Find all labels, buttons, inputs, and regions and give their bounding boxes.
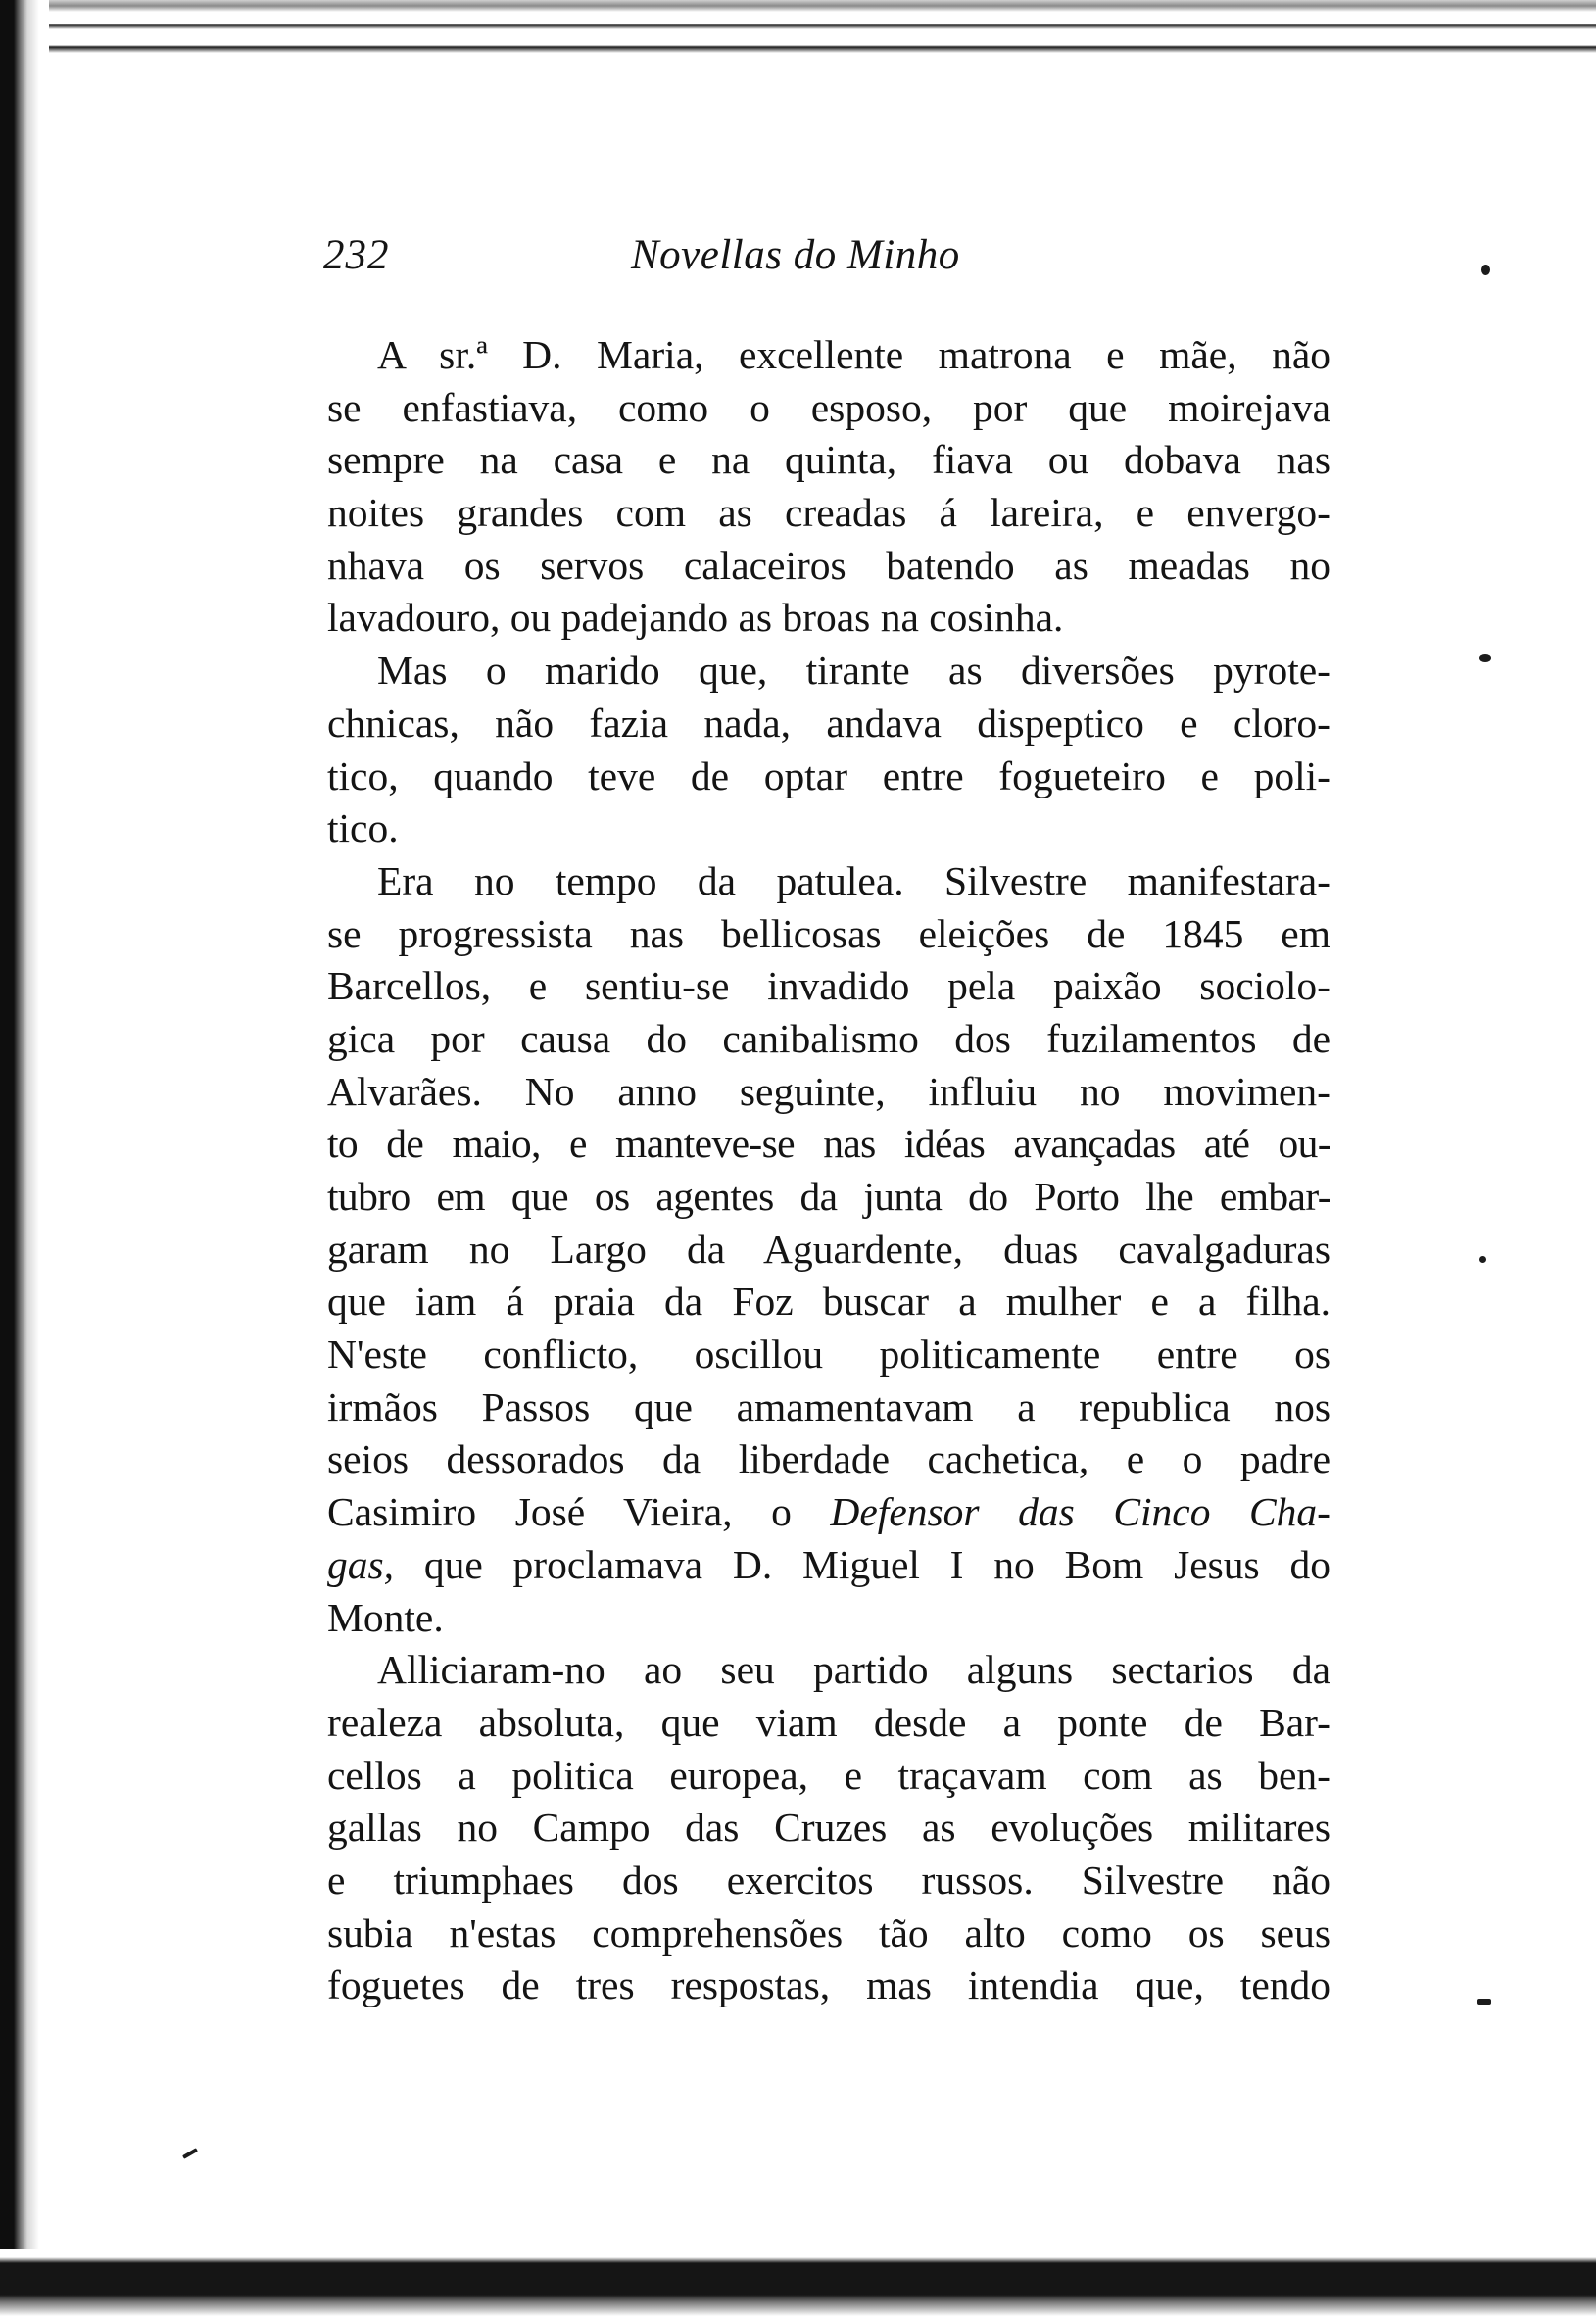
text-line: cellos a politica europea, e traçavam com as ben- xyxy=(327,1752,1330,1798)
paragraph xyxy=(327,1644,1330,2012)
scan-edge-left xyxy=(0,0,49,2321)
text-line: se enfastiava, como o esposo, por que moirejava xyxy=(327,384,1330,430)
text-line: to de maio, e manteve-se nas idéas avançadas até ou- xyxy=(327,1121,1330,1167)
scan-speck xyxy=(1477,1999,1491,2005)
text-line xyxy=(327,1539,1330,1592)
text-line: garam no Largo da Aguardente, duas cavalgaduras xyxy=(327,1226,1330,1272)
text-line: se progressista nas bellicosas eleições de 1845 em xyxy=(327,910,1330,956)
text-segment: Casimiro José Vieira, o xyxy=(327,1489,831,1535)
text-line: subia n'estas comprehensões tão alto como os seus xyxy=(327,1910,1330,1956)
text-line: chnicas, não fazia nada, andava dispeptico e cloro- xyxy=(327,700,1330,746)
text-line: foguetes de tres respostas, mas intendia que, tendo xyxy=(327,1962,1330,2008)
running-head xyxy=(323,231,1332,290)
page-number: 232 xyxy=(323,232,390,278)
text-line xyxy=(327,1486,1330,1539)
text-line: gica por causa do canibalismo dos fuzilamentos de xyxy=(327,1015,1330,1061)
text-line: nhava os servos calaceiros batendo as meadas no xyxy=(327,542,1330,588)
text-line: Era no tempo da patulea. Silvestre manifestara- xyxy=(377,857,1330,903)
scan-edge-top xyxy=(0,0,1596,57)
text-line: sempre na casa e na quinta, fiava ou dobava nas xyxy=(327,437,1330,483)
scan-speck xyxy=(182,2148,198,2158)
text-segment: que proclamava D. Miguel I no Bom Jesus do xyxy=(394,1541,1330,1587)
paragraph xyxy=(327,645,1330,855)
text-line: A sr.ª D. Maria, excellente matrona e mãe, não xyxy=(377,332,1330,377)
scan-edge-bottom xyxy=(0,2249,1596,2321)
paragraph xyxy=(327,855,1330,1644)
text-line: tubro em que os agentes da junta do Porto lhe embar- xyxy=(327,1174,1330,1219)
text-line: que iam á praia da Foz buscar a mulher e a filha. xyxy=(327,1279,1330,1325)
text-line: N'este conflicto, oscillou politicamente entre os xyxy=(327,1331,1330,1378)
text-line: tico. xyxy=(327,805,399,851)
text-line: Barcellos, e sentiu-se invadido pela paixão sociolo- xyxy=(327,963,1330,1009)
paragraph xyxy=(327,329,1330,645)
text-line: lavadouro, ou padejando as broas na cosinha. xyxy=(327,595,1064,641)
italic-text: Defensor das Cinco Cha- xyxy=(830,1489,1331,1535)
text-line: seios dessorados da liberdade cachetica, e o padre xyxy=(327,1436,1330,1482)
text-line: Alvarães. No anno seguinte, influiu no movimen- xyxy=(327,1068,1330,1114)
text-line: Mas o marido que, tirante as diversões pyrote- xyxy=(377,648,1330,694)
book-title: Novellas do Minho xyxy=(631,232,960,278)
italic-text: gas, xyxy=(327,1541,395,1587)
scan-speck xyxy=(1479,654,1491,662)
text-line: Alliciaram-no ao seu partido alguns sectarios da xyxy=(377,1647,1330,1693)
text-line: Monte. xyxy=(327,1594,444,1640)
text-line: gallas no Campo das Cruzes as evoluções militares xyxy=(327,1805,1330,1851)
text-line: irmãos Passos que amamentavam a republica nos xyxy=(327,1383,1330,1429)
text-line: e triumphaes dos exercitos russos. Silvestre não xyxy=(327,1857,1330,1903)
text-line: tico, quando teve de optar entre fogueteiro e poli- xyxy=(327,752,1330,798)
text-line: realeza absoluta, que viam desde a ponte de Bar- xyxy=(327,1699,1330,1745)
text-line: noites grandes com as creadas á lareira, e envergo- xyxy=(327,490,1330,536)
scan-speck xyxy=(1481,265,1490,275)
scan-speck xyxy=(1479,1256,1486,1263)
body-text xyxy=(327,329,1330,2012)
